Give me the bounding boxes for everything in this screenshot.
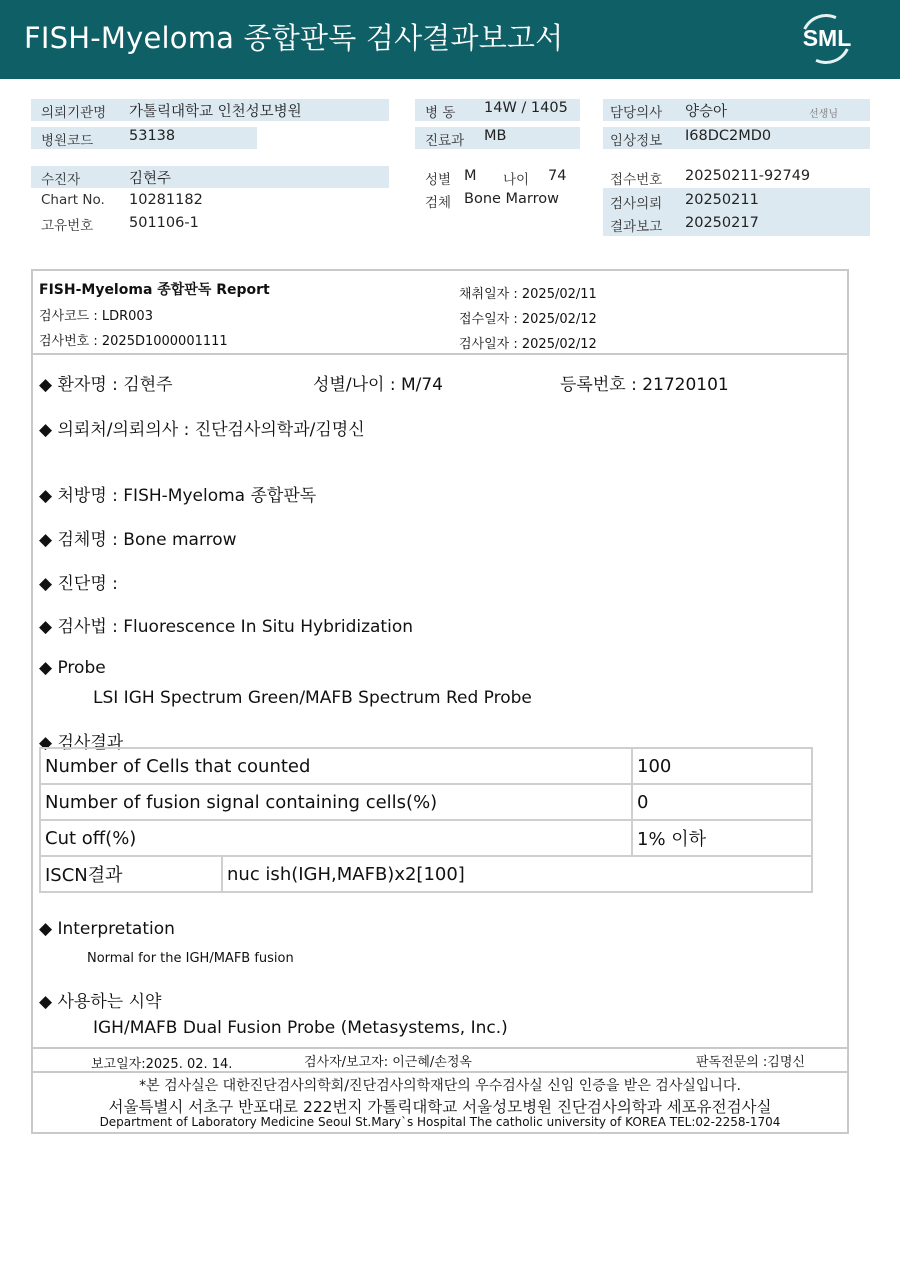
report-code: 검사코드 : LDR003	[39, 309, 153, 324]
doctor-value: 양승아	[685, 104, 728, 120]
table-row	[40, 784, 812, 820]
sex-value: M	[464, 168, 477, 184]
lab-address: 서울특별시 서초구 반포대로 222번지 가톨릭대학교 서울성모병원 진단검사의학과 세포유전검사실	[108, 1098, 772, 1116]
specimen-label: 검체	[425, 195, 452, 211]
logo-text: SML	[802, 25, 852, 51]
receive-date: 접수일자 : 2025/02/12	[459, 312, 597, 327]
footer-divider-2	[33, 1071, 847, 1073]
hospital-code-label: 병원코드	[41, 133, 94, 149]
collect-date: 채취일자 : 2025/02/11	[459, 287, 597, 302]
header-bar	[0, 0, 900, 79]
iscn-value: nuc ish(IGH,MAFB)x2[100]	[222, 856, 812, 892]
report-header-divider	[33, 353, 847, 355]
patient-line: ◆ 환자명 : 김현주	[39, 375, 173, 395]
report-box	[31, 269, 849, 1134]
examiner: 검사자/보고자: 이근혜/손정옥	[304, 1055, 472, 1070]
table-row	[40, 748, 812, 784]
table-row	[40, 820, 812, 856]
ward-label: 병 동	[425, 105, 456, 121]
dept-value: MB	[484, 128, 507, 144]
dept-label: 진료과	[425, 133, 465, 149]
referrer-line: ◆ 의뢰처/의뢰의사 : 진단검사의학과/김명신	[39, 420, 365, 440]
specialist: 판독전문의 :김명신	[696, 1055, 805, 1070]
patient-row	[31, 166, 389, 188]
result-heading: ◆ 검사결과	[39, 733, 124, 753]
result-value: 20250217	[685, 215, 759, 231]
reagent-value: IGH/MAFB Dual Fusion Probe (Metasystems, Inc.)	[93, 1018, 508, 1038]
method-line: ◆ 검사법 : Fluorescence In Situ Hybridization	[39, 617, 413, 637]
patient-label: 수진자	[41, 172, 81, 188]
row-label: Number of Cells that counted	[40, 748, 632, 784]
row-label: Cut off(%)	[40, 820, 632, 856]
row-value: 1% 이하	[632, 820, 812, 856]
interpretation-value: Normal for the IGH/MAFB fusion	[87, 951, 294, 966]
row-value: 0	[632, 784, 812, 820]
order-line: ◆ 처방명 : FISH-Myeloma 종합판독	[39, 486, 317, 506]
diagnosis-line: ◆ 진단명 :	[39, 574, 118, 594]
chart-value: 10281182	[129, 192, 203, 208]
hospital-code-value: 53138	[129, 128, 176, 144]
request-label: 검사의뢰	[610, 196, 663, 212]
specimen-value: Bone Marrow	[464, 191, 560, 207]
request-value: 20250211	[685, 192, 759, 208]
probe-heading: ◆ Probe	[39, 658, 106, 678]
page-title: FISH-Myeloma 종합판독 검사결과보고서	[24, 21, 564, 55]
interpretation-heading: ◆ Interpretation	[39, 919, 175, 939]
iscn-label: ISCN결과	[40, 856, 222, 892]
report-date: 보고일자:2025. 02. 14.	[91, 1057, 233, 1072]
sml-logo	[798, 12, 856, 64]
institution-value: 가톨릭대학교 인천성모병원	[129, 104, 302, 120]
footer-divider	[33, 1047, 847, 1049]
clinical-value: I68DC2MD0	[685, 128, 772, 144]
report-title: FISH-Myeloma 종합판독 Report	[39, 282, 270, 298]
doctor-suffix: 선생님	[809, 109, 838, 120]
clinical-label: 임상정보	[610, 133, 663, 149]
lab-department-en: Department of Laboratory Medicine Seoul St.Mary`s Hospital The catholic university of KOREA TEL:02-2258-1704	[99, 1115, 781, 1129]
table-row	[40, 856, 812, 892]
probe-value: LSI IGH Spectrum Green/MAFB Spectrum Red Probe	[93, 688, 532, 708]
age-label: 나이	[503, 172, 530, 188]
ward-value: 14W / 1405	[484, 100, 568, 116]
institution-label: 의뢰기관명	[41, 105, 107, 121]
specimen-line: ◆ 검체명 : Bone marrow	[39, 530, 237, 550]
receipt-value: 20250211-92749	[685, 168, 811, 184]
result-label: 결과보고	[610, 219, 663, 235]
chart-label: Chart No.	[41, 192, 105, 208]
age-value: 74	[548, 168, 567, 184]
sex-label: 성별	[425, 172, 452, 188]
unique-label: 고유번호	[41, 218, 94, 234]
sexage-line: 성별/나이 : M/74	[313, 375, 443, 395]
patient-value: 김현주	[129, 171, 172, 187]
accreditation-note: *본 검사실은 대한진단검사의학회/진단검사의학재단의 우수검사실 신임 인증을 받은 검사실입니다.	[139, 1078, 741, 1094]
report-number: 검사번호 : 2025D1000001111	[39, 334, 228, 349]
receipt-label: 접수번호	[610, 172, 663, 188]
exam-date: 검사일자 : 2025/02/12	[459, 337, 597, 352]
regno-line: 등록번호 : 21720101	[560, 375, 729, 395]
result-table	[39, 747, 813, 893]
row-label: Number of fusion signal containing cells(%)	[40, 784, 632, 820]
doctor-label: 담당의사	[610, 105, 663, 121]
unique-value: 501106-1	[129, 215, 199, 231]
reagent-heading: ◆ 사용하는 시약	[39, 992, 162, 1012]
row-value: 100	[632, 748, 812, 784]
